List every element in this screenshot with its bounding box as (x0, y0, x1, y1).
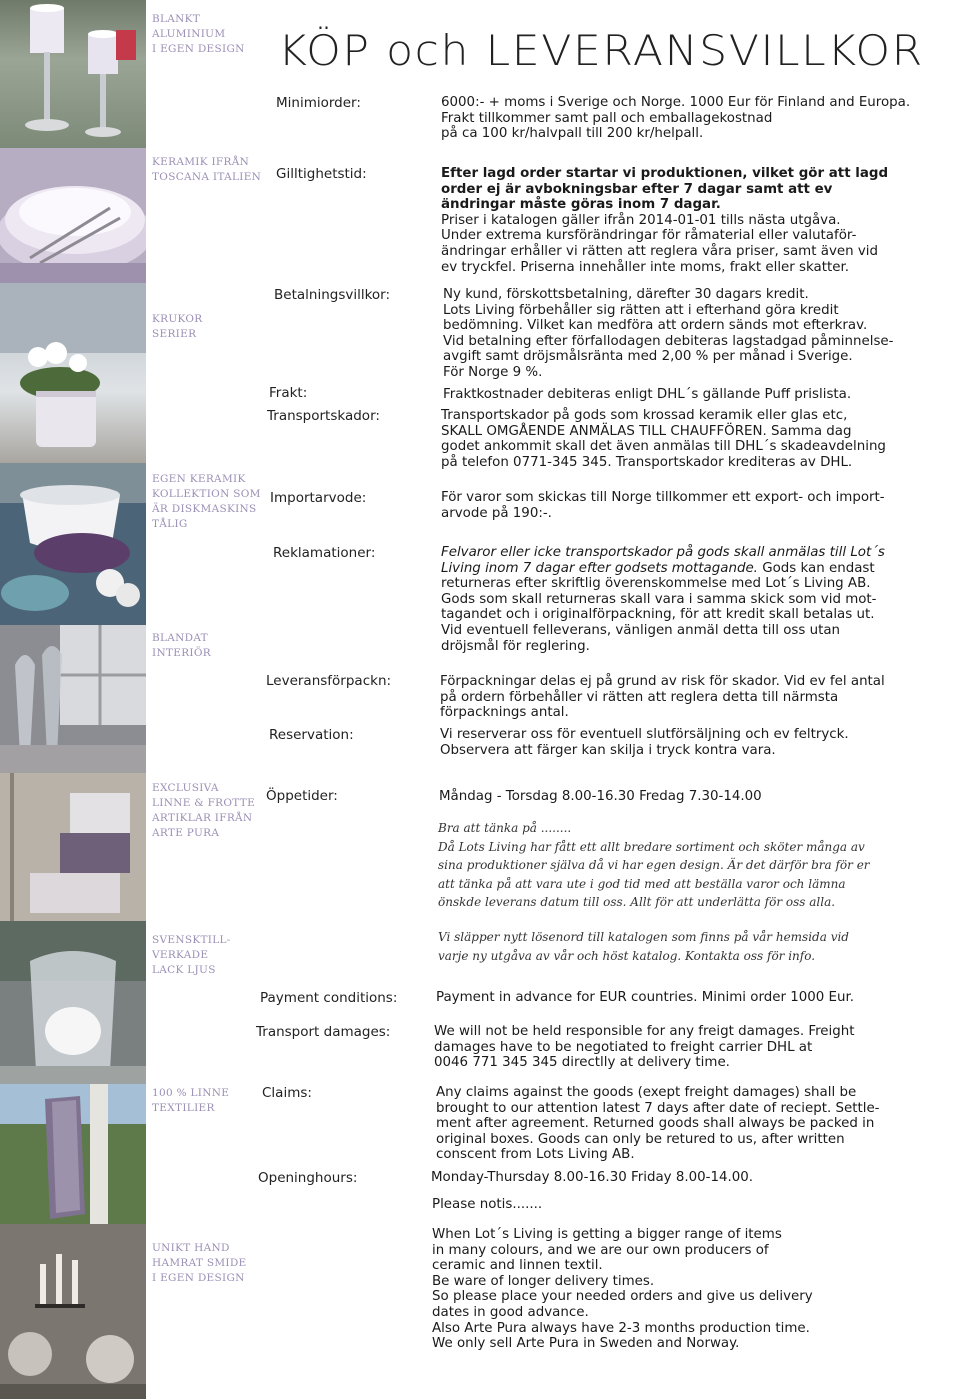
caption-line: UNIKT HAND (152, 1242, 230, 1254)
caption-line: TÅLIG (152, 518, 188, 530)
text-line: We will not be held responsible for any freigt damages. Freight (434, 1024, 855, 1039)
orchid-pot-image (0, 283, 146, 463)
ceramic-cups-image (0, 463, 146, 625)
text-line: på telefon 0771-345 345. Transportskador krediteras av DHL. (441, 454, 853, 470)
text-line: Ny kund, förskottsbetalning, därefter 30 dagars kredit. (443, 287, 809, 302)
text-line: Also Arte Pura always have 2-3 months production time. (432, 1320, 810, 1336)
ceramic-bowls-image (0, 148, 146, 283)
note-losenord (438, 928, 878, 965)
caption-aluminium (152, 12, 264, 57)
text-line: godet ankommit skall det även anmälas till DHL´s skadeavdelning (441, 439, 886, 455)
text-line: Please notis....... (432, 1197, 543, 1212)
text-line: 0046 771 345 345 directlly at delivery time. (434, 1055, 730, 1071)
label-minimiorder: Minimiorder: (276, 95, 361, 111)
caption-line: I EGEN DESIGN (152, 1272, 245, 1284)
text-line: Vid eventuell felleverans, vänligen anmäl detta till oss utan (441, 622, 841, 638)
label-giltighetstid: Gilltighetstid: (276, 166, 367, 182)
interior-glass-image (0, 625, 146, 773)
caption-krukor (152, 312, 264, 342)
text-closing (432, 1227, 952, 1352)
photo-linen (0, 773, 146, 921)
caption-smide (152, 1241, 264, 1286)
text-line: 6000:- + moms i Sverige och Norge. 1000 Eur för Finland and Europa. (441, 95, 911, 110)
text-line: Transportskador på gods som krossad keramik eller glas etc, (441, 408, 848, 423)
text-importarvode (441, 490, 960, 521)
photo-ceramic-bowls (0, 148, 146, 283)
text-line: För varor som skickas till Norge tillkommer ett export- och import- (441, 490, 885, 505)
note-bra-att-tanka (438, 819, 878, 912)
caption-line: VERKADE (152, 949, 209, 961)
text-italic: Living inom 7 dagar efter godsets mottagande. (441, 560, 758, 576)
text-line: Payment in advance for EUR countries. Minimi order 1000 Eur. (436, 990, 855, 1005)
text-rest: Gods kan endast (757, 560, 875, 576)
caption-line: ALUMINIUM (152, 28, 226, 40)
text-line: Frakt tillkommer samt pall och emballagekostnad (441, 110, 773, 126)
lantern-image (0, 921, 146, 1084)
caption-line: ARTE PURA (152, 827, 220, 839)
photo-candle-holders (0, 0, 146, 148)
text-line: bedömning. Vilket kan medföra att ordern sänds mot efterkrav. (443, 318, 868, 334)
caption-line: EXCLUSIVA (152, 782, 219, 794)
caption-exclusiva (152, 781, 264, 841)
text-line: Gods som skall returneras skall vara i samma skick som vid mot- (441, 591, 877, 607)
label-reservation: Reservation: (269, 727, 354, 743)
candle-holders-image (0, 0, 146, 148)
text-line: Monday-Thursday 8.00-16.30 Friday 8.00-14.00. (431, 1170, 754, 1185)
text-line: Any claims against the goods (exept freight damages) shall be (436, 1085, 857, 1100)
text-line: dröjsmål för reglering. (441, 638, 590, 654)
label-leveransforpackn: Leveransförpackn: (266, 673, 392, 689)
text-oppetider (439, 789, 959, 805)
caption-line: EGEN KERAMIK (152, 473, 246, 485)
text-leveransforpackn (440, 674, 960, 721)
photo-strip (0, 0, 146, 1399)
text-line: Be ware of longer delivery times. (432, 1273, 655, 1289)
caption-ljus (152, 933, 264, 978)
caption-linne (152, 1086, 264, 1116)
label-openinghours: Openinghours: (258, 1170, 358, 1186)
text-line: på ca 100 kr/halvpall till 200 kr/helpall. (441, 126, 704, 142)
text-giltighetstid (441, 166, 960, 275)
text-line: dates in good advance. (432, 1304, 589, 1320)
note-line: sina produktioner själva då vi har egen design. Är det därför bra för er (438, 858, 870, 872)
text-line: arvode på 190:-. (441, 505, 552, 521)
text-line: Förpackningar delas ej på grund av risk för skador. Vid ev fel antal (440, 674, 885, 689)
text-line: tagandet och i originalförpackning, för att kredit skall betalas ut. (441, 607, 875, 623)
text-line-bold: ändringar måste göras inom 7 dagar. (441, 197, 721, 213)
text-line: conscent from Lots Living AB. (436, 1147, 635, 1163)
label-oppetider: Öppetider: (266, 788, 338, 804)
note-line: att tänka på att vara ute i god tid med att beställa varor och lämna (438, 876, 846, 891)
photo-orchid-pot (0, 283, 146, 463)
caption-line: TOSCANA ITALIEN (152, 171, 262, 183)
caption-line: INTERIÖR (152, 647, 211, 659)
caption-keramik (152, 155, 264, 185)
text-line: ev tryckfel. Priserna innehåller inte moms, frakt eller skatter. (441, 259, 850, 275)
text-line: original boxes. Goods can only be retured to us, after written (436, 1131, 845, 1147)
label-transportskador: Transportskador: (267, 408, 380, 424)
text-line: We only sell Arte Pura in Sweden and Norway. (432, 1336, 740, 1352)
label-reklamationer: Reklamationer: (273, 545, 376, 561)
text-line: returneras efter skriftlig överenskommelse med Lot´s Living AB. (441, 576, 871, 592)
caption-line: TEXTILIER (152, 1102, 215, 1114)
text-reservation (440, 727, 960, 758)
text-line-bold: order ej är avbokningsbar efter 7 dagar samt att ev (441, 181, 833, 197)
text-reklamationer (441, 545, 960, 654)
text-line: Lots Living förbehåller sig rätten att i efterhand göra kredit (443, 302, 839, 318)
text-line: So please place your needed orders and give us delivery (432, 1289, 813, 1305)
label-transport-damages: Transport damages: (256, 1024, 391, 1040)
text-line: ändringar erhåller vi rätten att reglera våra priser, samt även vid (441, 243, 878, 259)
text-line: Vid betalning efter förfallodagen debiteras lagstadgad påminnelse- (443, 333, 894, 349)
caption-line: BLANDAT (152, 632, 208, 644)
label-payment-conditions: Payment conditions: (260, 990, 398, 1006)
note-line: Vi släpper nytt lösenord till katalogen som finns på vår hemsida vid (438, 930, 849, 944)
text-line-bold: Efter lagd order startar vi produktionen, vilket gör att lagd (441, 166, 889, 181)
text-transportskador (441, 408, 960, 470)
caption-line: KRUKOR (152, 313, 203, 325)
text-line: ment after agreement. Returned goods shall always be packed in (436, 1116, 875, 1132)
text-line: Priser i katalogen gäller ifrån 2014-01-01 tills nästa utgåva. (441, 212, 841, 228)
note-line: Då Lots Living har fått ett allt bredare sortiment och sköter många av (438, 839, 865, 854)
caption-line: BLANKT (152, 13, 201, 25)
text-line: damages have to be negotiated to freight carrier DHL at (434, 1039, 813, 1055)
caption-line: HAMRAT SMIDE (152, 1257, 247, 1269)
text-line: When Lot´s Living is getting a bigger range of items (432, 1227, 782, 1242)
caption-blandat (152, 631, 264, 661)
text-betalningsvillkor (443, 287, 960, 381)
text-line: Vi reserverar oss för eventuell slutförsäljning och ev feltryck. (440, 727, 849, 742)
caption-line: ÄR DISKMASKINS (152, 503, 257, 515)
text-line: på ordern förbehåller vi rätten att reglera detta till närmsta (440, 689, 839, 705)
text-minimiorder (441, 95, 960, 142)
text-claims (436, 1085, 956, 1163)
photo-forged-candles (0, 1224, 146, 1399)
caption-line: KERAMIK IFRÅN (152, 156, 250, 168)
text-line-italic: Felvaror eller icke transportskador på gods skall anmälas till Lot´s (441, 545, 885, 560)
text-frakt (443, 387, 960, 403)
caption-line: SVENSKTILL- (152, 934, 231, 946)
label-claims: Claims: (262, 1085, 312, 1101)
caption-line: LACK LJUS (152, 964, 216, 976)
photo-lantern (0, 921, 146, 1084)
caption-line: KOLLEKTION SOM (152, 488, 261, 500)
text-openinghours (431, 1170, 951, 1186)
label-betalningsvillkor: Betalningsvillkor: (274, 287, 391, 303)
text-line: in many colours, and we are our own producers of (432, 1242, 769, 1258)
caption-line: ARTIKLAR IFRÅN (152, 812, 253, 824)
text-line: ceramic and linnen textil. (432, 1258, 603, 1274)
caption-egen-keramik (152, 472, 264, 532)
note-line: önskde leverans datum till oss. Allt för att underlätta för oss alla. (438, 895, 836, 909)
forged-candles-image (0, 1224, 146, 1399)
text-line: För Norge 9 %. (443, 364, 543, 380)
text-payment-conditions (436, 990, 956, 1006)
caption-line: SERIER (152, 328, 197, 340)
caption-line: LINNE & FROTTE (152, 797, 256, 809)
text-line: Fraktkostnader debiteras enligt DHL´s gällande Puff prislista. (443, 387, 852, 402)
text-line: Observera att färger kan skilja i tryck kontra vara. (440, 742, 776, 758)
note-line: varje ny utgåva av vår och höst katalog. Kontakta oss för info. (438, 948, 816, 963)
text-line: brought to our attention latest 7 days after date of reciept. Settle- (436, 1100, 880, 1116)
text-transport-damages (434, 1024, 954, 1071)
photo-ceramic-cups (0, 463, 146, 625)
photo-interior-glass (0, 625, 146, 773)
linen-image (0, 773, 146, 921)
label-importarvode: Importarvode: (270, 490, 367, 506)
text-line: avgift samt dröjsmålsränta med 2,00 % per månad i Sverige. (443, 349, 853, 365)
caption-line: 100 % LINNE (152, 1087, 230, 1099)
text-line: förpacknings antal. (440, 705, 569, 721)
text-line: Måndag - Torsdag 8.00-16.30 Fredag 7.30-14.00 (439, 789, 762, 804)
text-please-notis (432, 1197, 952, 1213)
page-title: KÖP och LEVERANSVILLKOR (278, 26, 924, 75)
note-line: Bra att tänka på ........ (438, 821, 572, 835)
text-line: SKALL OMGÅENDE ANMÄLAS TILL CHAUFFÖREN. Samma dag (441, 423, 852, 439)
linen-towel-image (0, 1084, 146, 1224)
photo-linen-towel (0, 1084, 146, 1224)
caption-line: I EGEN DESIGN (152, 43, 245, 55)
label-frakt: Frakt: (269, 385, 308, 401)
text-line: Under extrema kursförändringar för råmaterial eller valutaför- (441, 228, 857, 244)
